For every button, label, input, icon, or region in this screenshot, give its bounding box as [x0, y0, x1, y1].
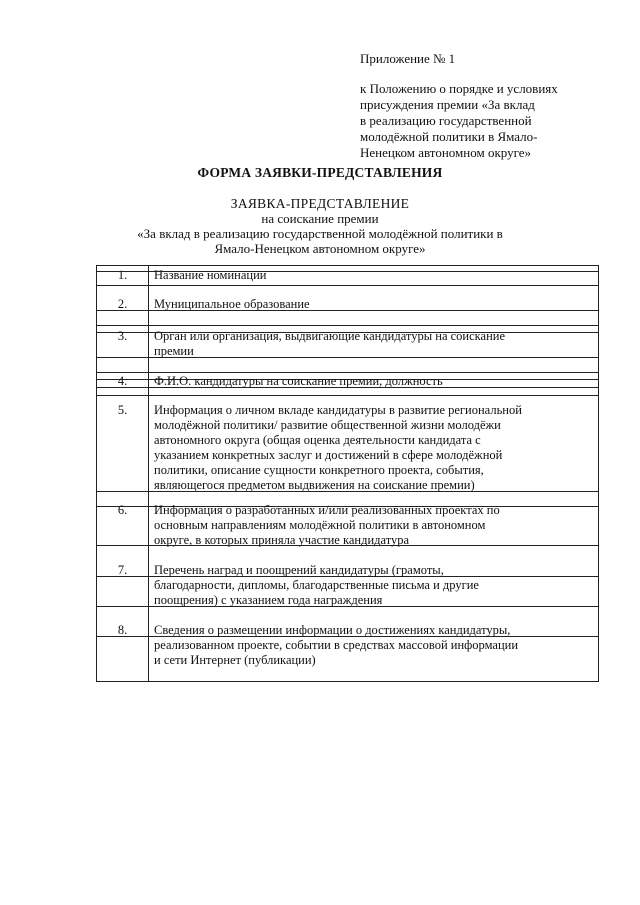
- row-number: 8.: [117, 623, 128, 637]
- row-rule: [97, 606, 598, 607]
- annex-title: Приложение № 1: [360, 51, 456, 66]
- form-title: ФОРМА ЗАЯВКИ-ПРЕДСТАВЛЕНИЯ: [197, 165, 443, 180]
- application-title: ЗАЯВКА-ПРЕДСТАВЛЕНИЕ: [230, 196, 410, 211]
- field-label-line: Информация о личном вкладе кандидатуры в развитие региональной: [154, 403, 522, 417]
- row-number: 7.: [117, 563, 128, 577]
- row-number: 1.: [117, 268, 128, 282]
- row-field-label: [154, 329, 594, 359]
- field-label-line: благодарности, дипломы, благодарственные письма и другие: [154, 578, 479, 592]
- field-label-line: политики, описание сущности конкретного проекта, события,: [154, 463, 484, 477]
- column-divider: [148, 266, 149, 681]
- row-rule: [97, 491, 598, 492]
- field-label-line: премии: [154, 344, 194, 358]
- annex-line: в реализацию государственной: [360, 113, 532, 128]
- application-form-table: [96, 265, 599, 682]
- application-header: [0, 196, 640, 256]
- award-name-line-1: «За вклад в реализацию государственной молодёжной политики в: [137, 226, 503, 241]
- field-label-line: Муниципальное образование: [154, 297, 310, 311]
- annex-line: Ненецком автономном округе»: [360, 145, 532, 160]
- field-label-line: автономного округа (общая оценка деятельности кандидата с: [154, 433, 481, 447]
- row-rule: [97, 325, 598, 326]
- row-field-label: [154, 503, 594, 548]
- field-label-line: Сведения о размещении информации о достижениях кандидатуры,: [154, 623, 511, 637]
- row-field-label: [154, 403, 594, 493]
- row-number: 2.: [117, 297, 128, 311]
- row-rule: [97, 372, 598, 373]
- application-subtitle: на соискание премии: [261, 211, 379, 226]
- row-number: 5.: [117, 403, 128, 417]
- field-label-line: являющегося предметом выдвижения на соискание премии): [154, 478, 475, 492]
- annex-line: присуждения премии «За вклад: [360, 97, 535, 112]
- field-label-line: указанием конкретных заслуг и достижений в сфере молодёжной: [154, 448, 503, 462]
- row-rule: [97, 271, 598, 272]
- row-rule: [97, 387, 598, 388]
- field-label-line: основным направлениям молодёжной политики в автономном: [154, 518, 486, 532]
- field-label-line: Перечень наград и поощрений кандидатуры (грамоты,: [154, 563, 444, 577]
- row-rule: [97, 285, 598, 286]
- row-rule: [97, 357, 598, 358]
- field-label-line: молодёжной политики/ развитие общественной жизни молодёжи: [154, 418, 501, 432]
- row-number: 4.: [117, 374, 128, 388]
- row-number: 6.: [117, 503, 128, 517]
- annex-line: молодёжной политики в Ямало-: [360, 129, 538, 144]
- field-label-line: и сети Интернет (публикации): [154, 653, 316, 667]
- row-number: 3.: [117, 329, 128, 343]
- field-label-line: округе, в которых приняла участие кандидатура: [154, 533, 410, 547]
- field-label-line: Орган или организация, выдвигающие кандидатуры на соискание: [154, 329, 506, 343]
- row-rule: [97, 310, 598, 311]
- field-label-line: Название номинации: [154, 268, 267, 282]
- row-field-label: [154, 623, 594, 668]
- row-field-label: [154, 563, 594, 608]
- row-rule: [97, 395, 598, 396]
- field-label-line: поощрения) с указанием года награждения: [154, 593, 383, 607]
- row-rule: [97, 545, 598, 546]
- field-label-line: Ф.И.О. кандидатуры на соискание премии, должность: [154, 374, 443, 388]
- field-label-line: Информация о разработанных и/или реализованных проектах по: [154, 503, 500, 517]
- field-label-line: реализованном проекте, событии в средствах массовой информации: [154, 638, 519, 652]
- award-name-line-2: Ямало-Ненецком автономном округе»: [214, 241, 426, 256]
- annex-reference: [360, 81, 600, 161]
- annex-line: к Положению о порядке и условиях: [360, 81, 558, 96]
